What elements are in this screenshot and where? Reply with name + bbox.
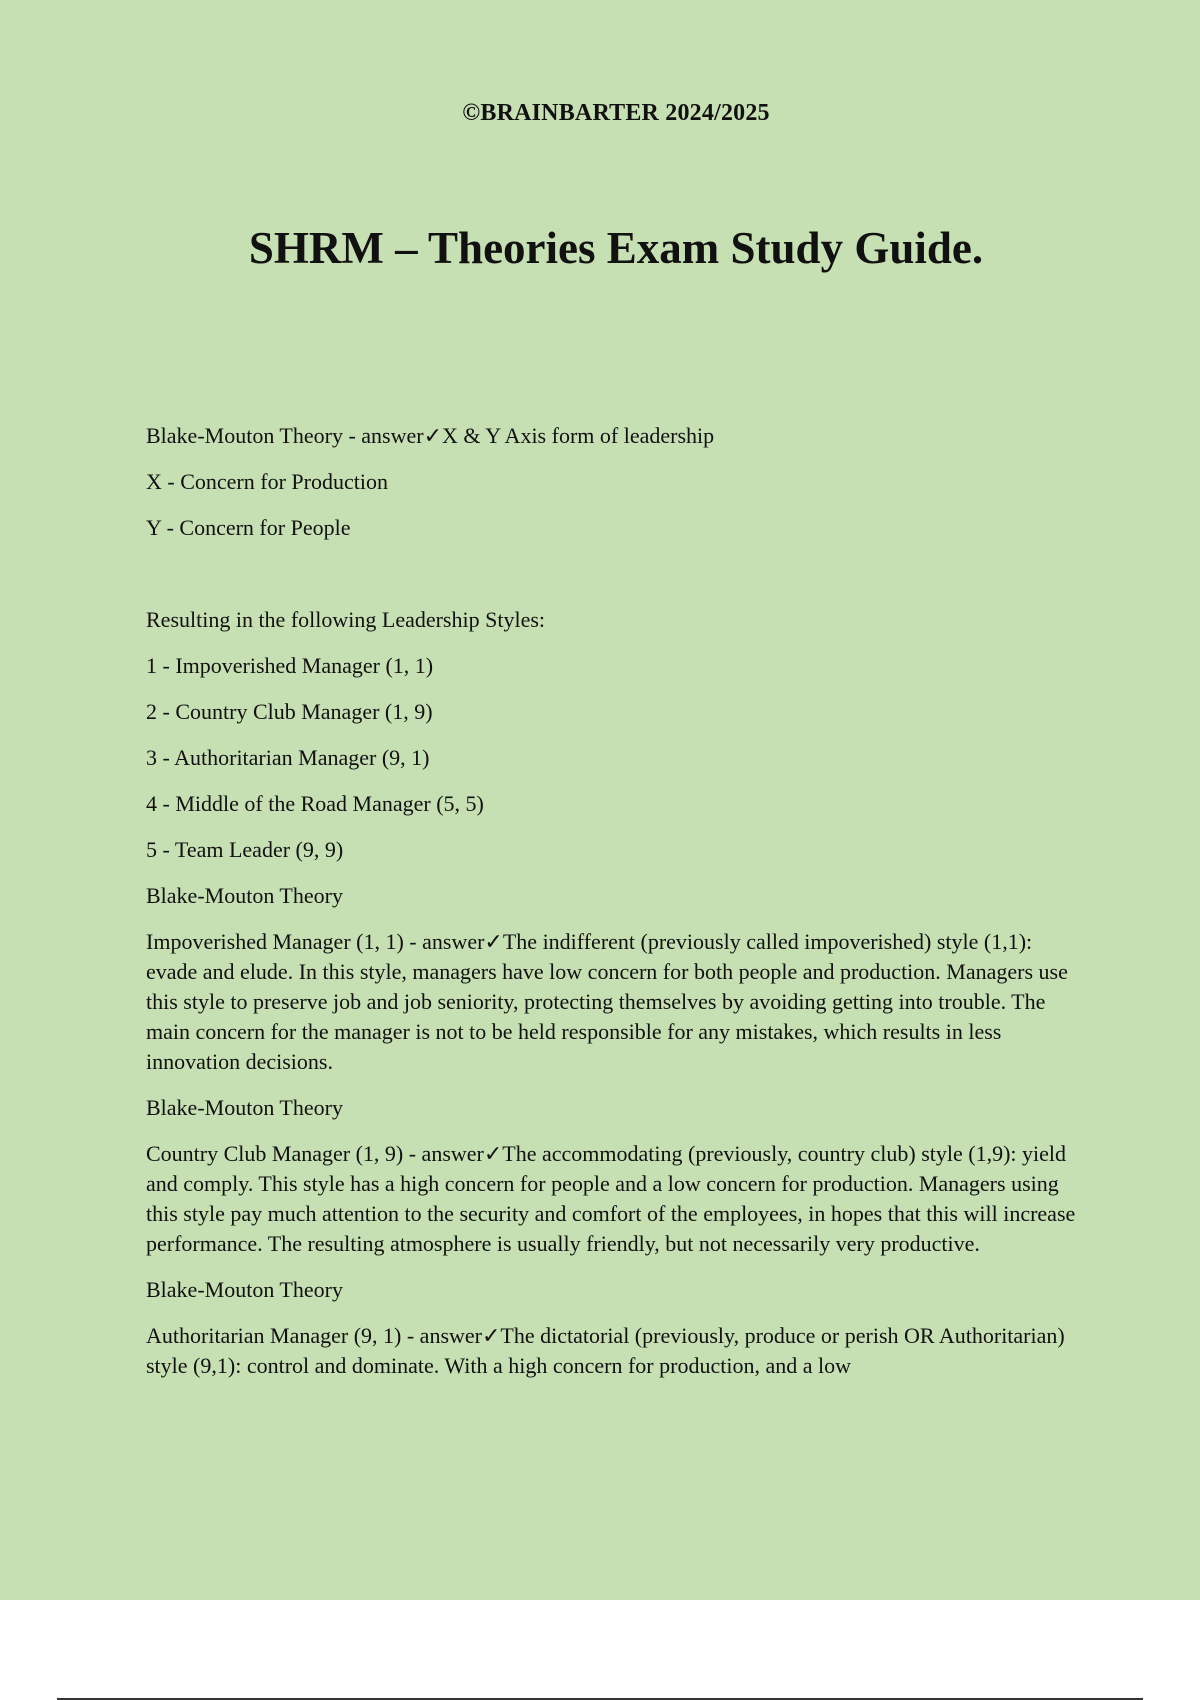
entry-topic: Blake-Mouton Theory xyxy=(146,1095,343,1120)
y-axis-definition: Y - Concern for People xyxy=(146,515,351,540)
styles-heading: Resulting in the following Leadership Styles: xyxy=(146,607,546,632)
entry-answer: Impoverished Manager (1, 1) - answer✓The indifferent (previously called impoverished) style (1,1): evade and elude. In this style, managers have low concern for both people and production. Managers use this style to preserve job and job seniority, protecting themselves by avoiding getting into trouble. The main concern for the manager is not to be held responsible for any mistakes, which results in less innovation decisions. xyxy=(146,929,1068,1074)
page-title: SHRM – Theories Exam Study Guide. xyxy=(248,223,984,273)
copyright-header: ©BRAINBARTER 2024/2025 xyxy=(462,100,770,126)
spacer xyxy=(146,559,1086,605)
style-list-item: 3 - Authoritarian Manager (9, 1) xyxy=(146,745,430,770)
intro-question: Blake-Mouton Theory - answer✓X & Y Axis form of leadership xyxy=(146,423,715,448)
style-list-item: 4 - Middle of the Road Manager (5, 5) xyxy=(146,791,484,816)
entry-topic: Blake-Mouton Theory xyxy=(146,1277,343,1302)
style-list-item: 2 - Country Club Manager (1, 9) xyxy=(146,699,433,724)
document-body xyxy=(146,421,1086,1397)
entry-topic: Blake-Mouton Theory xyxy=(146,883,343,908)
entry-answer: Authoritarian Manager (9, 1) - answer✓The dictatorial (previously, produce or perish OR Authoritarian) style (9,1): control and dominate. With a high concern for production, and a low xyxy=(146,1323,1065,1378)
style-list-item: 1 - Impoverished Manager (1, 1) xyxy=(146,653,434,678)
entry-answer: Country Club Manager (1, 9) - answer✓The accommodating (previously, country club) style (1,9): yield and comply. This style has a high concern for people and a low concern for production. Managers using this style pay much attention to the security and comfort of the employees, in hopes that this will increase performance. The resulting atmosphere is usually friendly, but not necessarily very productive. xyxy=(146,1141,1076,1256)
x-axis-definition: X - Concern for Production xyxy=(146,469,388,494)
style-list-item: 5 - Team Leader (9, 9) xyxy=(146,837,344,862)
